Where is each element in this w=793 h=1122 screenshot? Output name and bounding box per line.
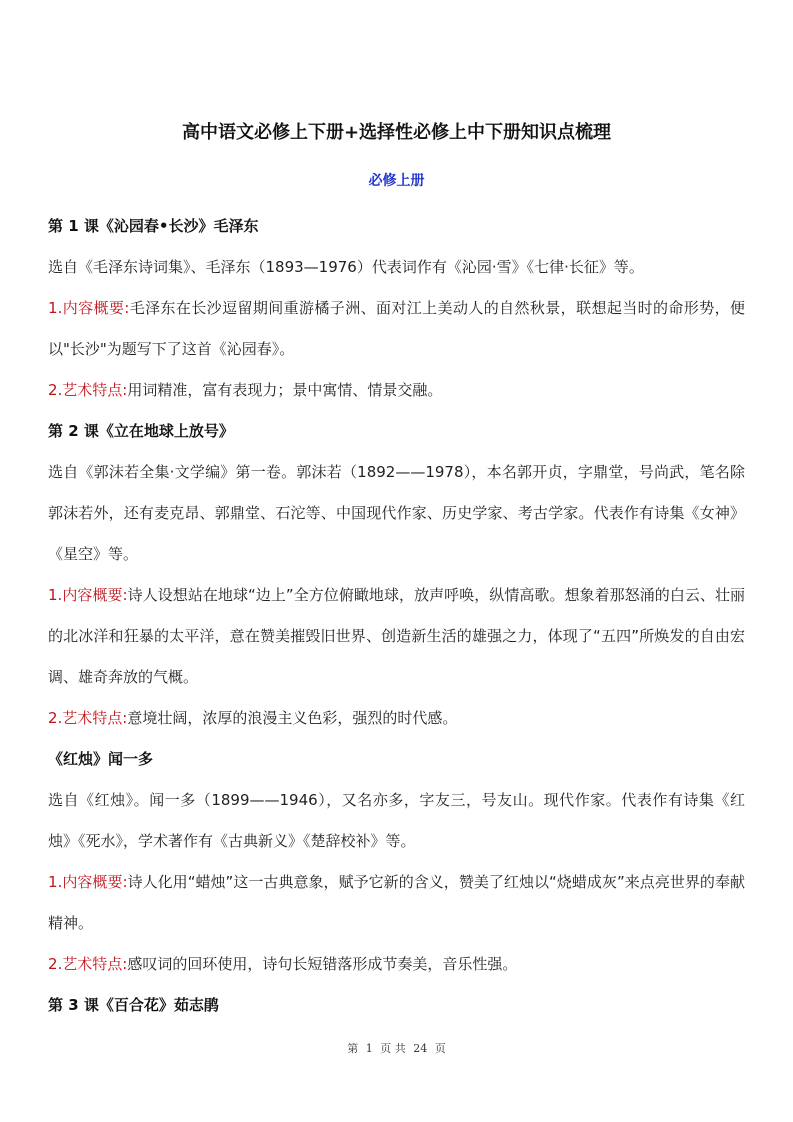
section-title: 必修上册 (368, 173, 425, 189)
document-body (48, 206, 745, 1026)
summary-label: 1.内容概要: (48, 586, 128, 604)
page-footer (0, 1040, 793, 1058)
footer-current-page: 1 (365, 1042, 373, 1055)
features-paragraph (48, 698, 745, 739)
summary-paragraph (48, 575, 745, 698)
summary-paragraph (48, 862, 745, 944)
lesson-heading: 第 3 课《百合花》茹志鹃 (48, 996, 219, 1014)
document-title: 高中语文必修上下册+选择性必修上中下册知识点梳理 (181, 122, 612, 143)
features-paragraph (48, 370, 745, 411)
source-paragraph: 选自《毛泽东诗词集》、毛泽东（1893—1976）代表词作有《沁园·雪》《七律·长征》等。 (48, 258, 644, 276)
features-text: 意境壮阔，浓厚的浪漫主义色彩，强烈的时代感。 (127, 709, 458, 727)
footer-middle: 页 共 (380, 1042, 406, 1055)
footer-total-pages: 24 (413, 1042, 428, 1055)
summary-text: 毛泽东在长沙逗留期间重游橘子洲、面对江上美动人的自然秋景，联想起当时的命形势，便以"长沙"为题写下了这首《沁园春》。 (48, 299, 745, 358)
source-paragraph: 选自《郭沫若全集·文学编》第一卷。郭沫若（1892——1978），本名郭开贞，字鼎堂，号尚武，笔名除郭沫若外，还有麦克昂、郭鼎堂、石沱等、中国现代作家、历史学家、考古学家。代表作有诗集《女神》《星空》等。 (48, 463, 745, 563)
features-text: 用词精准，富有表现力；景中寓情、情景交融。 (127, 381, 443, 399)
source-paragraph: 选自《红烛》。闻一多（1899——1946），又名亦多，字友三，号友山。现代作家。代表作有诗集《红烛》《死水》，学术著作有《古典新义》《楚辞校补》等。 (48, 791, 745, 850)
features-text: 感叹词的回环使用，诗句长短错落形成节奏美，音乐性强。 (127, 955, 518, 973)
features-label: 2.艺术特点: (48, 955, 128, 973)
footer-prefix: 第 (347, 1042, 359, 1055)
summary-label: 1.内容概要: (48, 873, 128, 891)
features-label: 2.艺术特点: (48, 709, 128, 727)
features-label: 2.艺术特点: (48, 381, 128, 399)
summary-text: 诗人化用“蜡烛”这一古典意象，赋予它新的含义，赞美了红烛以“烧蜡成灰”来点亮世界的奉献精神。 (48, 873, 745, 932)
features-paragraph (48, 944, 745, 985)
lesson-heading: 第 1 课《沁园春•长沙》毛泽东 (48, 217, 259, 235)
summary-label: 1.内容概要: (48, 299, 130, 317)
summary-text: 诗人设想站在地球“边上”全方位俯瞰地球，放声呼唤，纵情高歌。想象着那怒涌的白云、壮丽的北冰洋和狂暴的太平洋，意在赞美摧毁旧世界、创造新生活的雄强之力，体现了“五四”所焕发的自由宏调、雄奇奔放的气概。 (48, 586, 745, 686)
footer-suffix: 页 (434, 1042, 446, 1055)
summary-paragraph (48, 288, 745, 370)
lesson-heading: 《红烛》闻一多 (48, 750, 154, 768)
lesson-heading: 第 2 课《立在地球上放号》 (48, 422, 234, 440)
